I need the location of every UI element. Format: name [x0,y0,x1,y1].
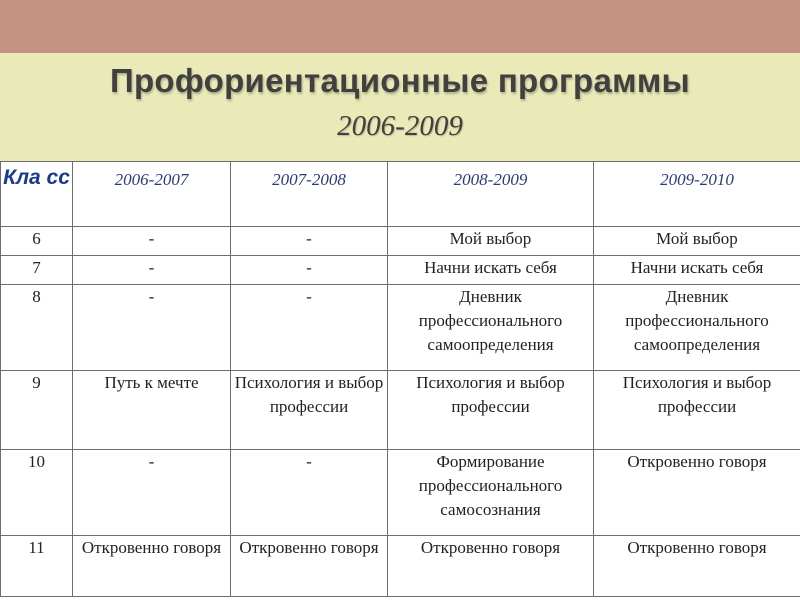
table-cell: Мой выбор [594,227,800,256]
header-year-2009-2010: 2009-2010 [594,162,800,227]
header-year-2008-2009: 2008-2009 [388,162,594,227]
table-cell: Психология и выбор профессии [594,371,800,450]
slide-title: Профориентационные программы [109,62,691,99]
table-row [1,450,800,536]
class-number: 6 [1,227,73,256]
table-row [1,227,800,256]
class-number: 7 [1,256,73,285]
table-cell: Психология и выбор профессии [231,371,388,450]
table-cell: Психология и выбор профессии [388,371,594,450]
programs-table [0,161,800,597]
table-cell: - [73,227,231,256]
class-number: 11 [1,536,73,597]
table-cell: - [73,256,231,285]
table-row [1,371,800,450]
class-number: 9 [1,371,73,450]
table-cell: Откровенно говоря [388,536,594,597]
table-cell: Мой выбор [388,227,594,256]
table-cell: Дневник профессионального самоопределения [594,285,800,371]
header-class: Кла сс [1,162,73,227]
class-number: 8 [1,285,73,371]
table-cell: Путь к мечте [73,371,231,450]
header-year-2007-2008: 2007-2008 [231,162,388,227]
table-row [1,536,800,597]
table-header-row [1,162,800,227]
table-cell: Откровенно говоря [594,536,800,597]
table-cell: - [73,450,231,536]
table-row [1,285,800,371]
table-cell: Начни искать себя [594,256,800,285]
table-cell: - [231,285,388,371]
table-row [1,256,800,285]
header-year-2006-2007: 2006-2007 [73,162,231,227]
table-cell: Откровенно говоря [231,536,388,597]
table-cell: - [231,227,388,256]
table-cell: - [73,285,231,371]
table-cell: Откровенно говоря [73,536,231,597]
table-cell: - [231,450,388,536]
top-decor-band [0,0,800,53]
table-cell: - [231,256,388,285]
table-cell: Формирование профессионального самосознания [388,450,594,536]
slide-subtitle: 2006-2009 [337,110,463,142]
table-cell: Откровенно говоря [594,450,800,536]
table-cell: Начни искать себя [388,256,594,285]
class-number: 10 [1,450,73,536]
slide-header [0,53,800,161]
table-cell: Дневник профессионального самоопределения [388,285,594,371]
